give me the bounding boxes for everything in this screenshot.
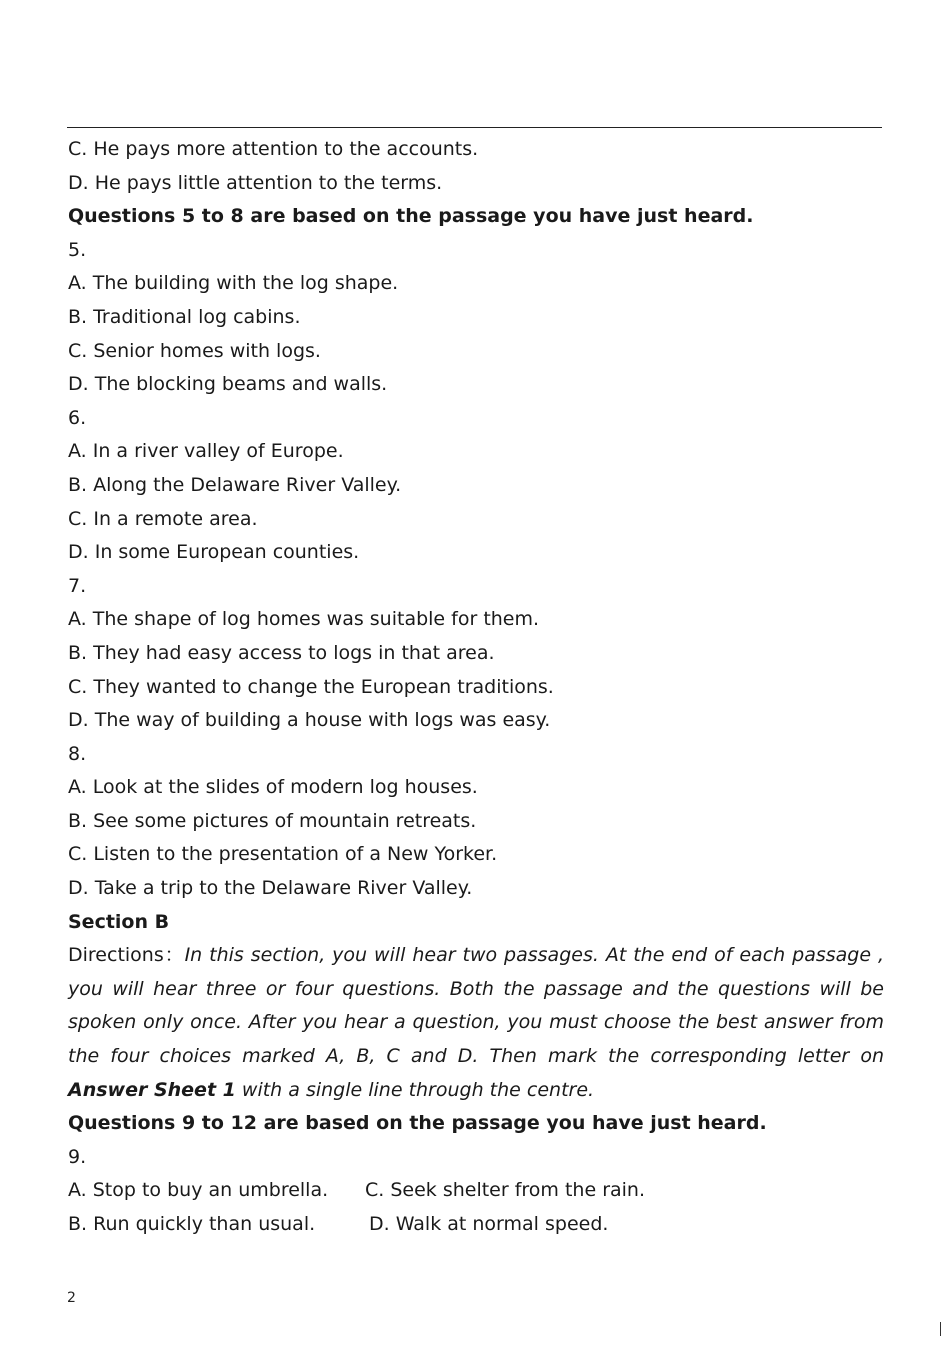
question-6-option-a: A. In a river valley of Europe.	[68, 440, 344, 463]
directions-text-2: with a single line through the centre.	[235, 1078, 595, 1101]
question-7-option-a: A. The shape of log homes was suitable for them.	[68, 608, 540, 631]
section-b-title: Section B	[68, 910, 170, 933]
directions-label: Directions：	[68, 944, 185, 967]
question-7-option-d: D. The way of building a house with logs was easy.	[68, 709, 551, 732]
question-5-number: 5.	[68, 238, 87, 261]
question-8-option-b: B. See some pictures of mountain retreats.	[68, 809, 477, 832]
page-number: 2	[67, 1290, 76, 1306]
question-9-option-b: B. Run quickly than usual.	[68, 1213, 316, 1235]
q4-option-c: C. He pays more attention to the accounts.	[68, 138, 479, 160]
question-8-option-a: A. Look at the slides of modern log houses.	[68, 776, 478, 799]
heading-questions-9-12: Questions 9 to 12 are based on the passage you have just heard.	[68, 1112, 767, 1135]
heading-questions-5-8: Questions 5 to 8 are based on the passage you have just heard.	[68, 205, 754, 228]
question-6-option-d: D. In some European counties.	[68, 541, 360, 564]
question-9-number: 9.	[68, 1145, 87, 1168]
question-9-option-c: C. Seek shelter from the rain.	[365, 1179, 646, 1202]
section-b-directions	[68, 939, 884, 1107]
question-8-option-d: D. Take a trip to the Delaware River Valley.	[68, 877, 473, 900]
question-7-option-b: B. They had easy access to logs in that area.	[68, 641, 495, 664]
question-8-number: 8.	[68, 742, 87, 765]
question-9-row-1	[68, 1174, 884, 1208]
question-5-option-c: C. Senior homes with logs.	[68, 339, 321, 362]
q4-option-d: D. He pays little attention to the terms.	[68, 171, 443, 194]
question-5-option-d: D. The blocking beams and walls.	[68, 373, 388, 396]
question-8-option-c: C. Listen to the presentation of a New Yorker.	[68, 843, 498, 866]
question-7-number: 7.	[68, 574, 87, 597]
header-rule	[67, 127, 882, 128]
page-content	[68, 133, 884, 1242]
answer-sheet-keyword: Answer Sheet 1	[68, 1078, 236, 1101]
question-9-option-a: A. Stop to buy an umbrella.	[68, 1179, 329, 1202]
question-6-number: 6.	[68, 406, 87, 429]
question-5-option-b: B. Traditional log cabins.	[68, 305, 301, 328]
question-9-row-2	[68, 1208, 884, 1242]
question-9-option-d: D. Walk at normal speed.	[369, 1213, 609, 1235]
question-6-option-c: C. In a remote area.	[68, 507, 258, 530]
question-5-option-a: A. The building with the log shape.	[68, 272, 399, 295]
directions-text-1: In this section, you will hear two passages. At the end of each passage , you will hear three or four questions. Both the passage and the questions will be spoken only once. After you hear a question, you must choose the best answer from the four choices marked A, B, C and D. Then mark the corresponding letter on	[68, 944, 885, 1068]
question-7-option-c: C. They wanted to change the European traditions.	[68, 675, 554, 698]
question-6-option-b: B. Along the Delaware River Valley.	[68, 473, 402, 496]
edge-mark	[940, 1322, 941, 1336]
